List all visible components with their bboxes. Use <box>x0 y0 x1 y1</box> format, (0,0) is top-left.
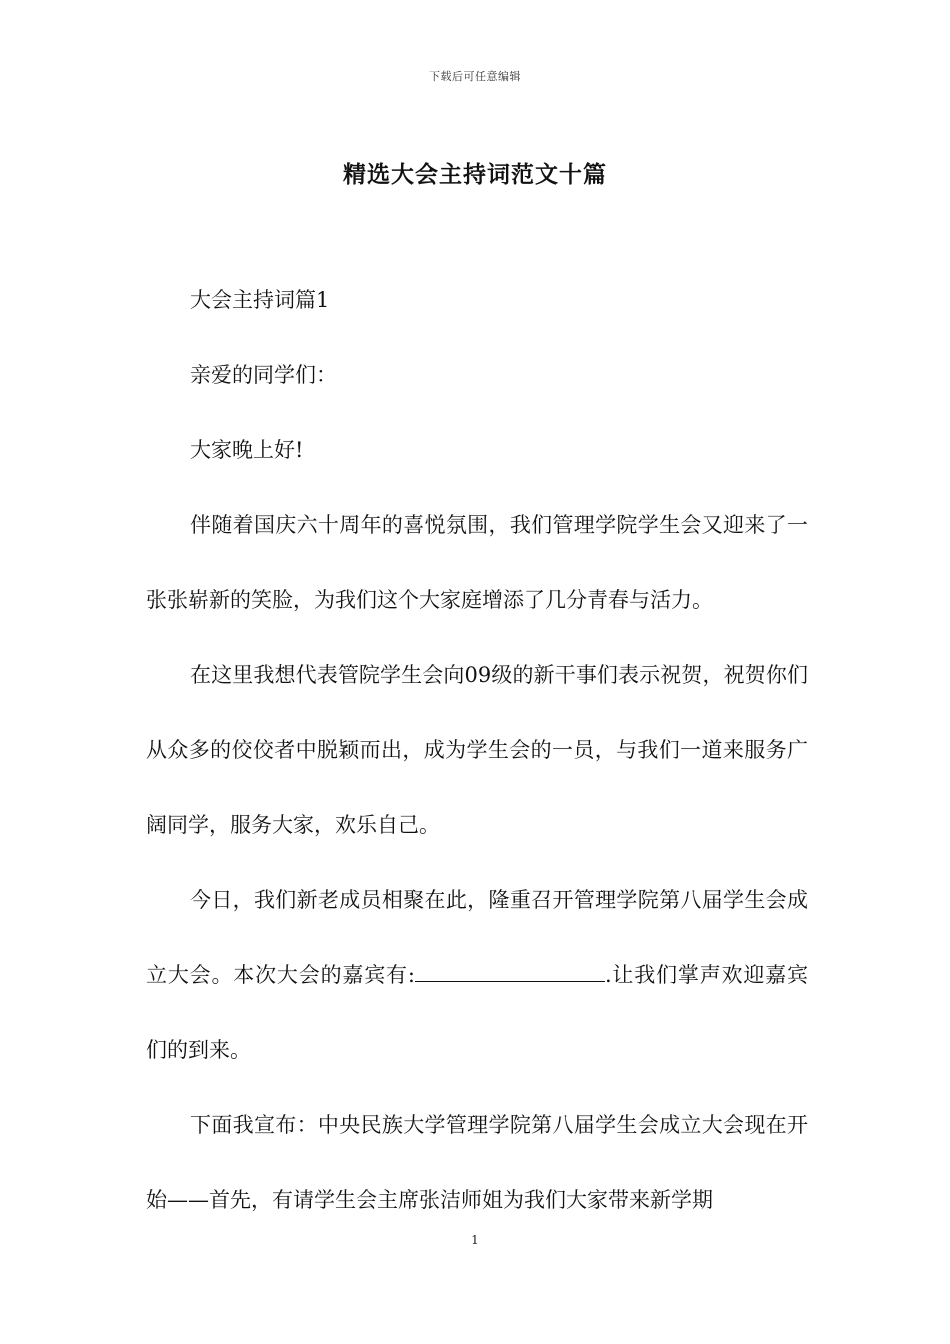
guests-blank-line <box>415 963 605 982</box>
paragraph-congratulations: 在这里我想代表管院学生会向09级的新干事们表示祝贺，祝贺你们从众多的佼佼者中脱颖而出，成为学生会的一员，与我们一道来服务广阔同学，服务大家，欢乐自己。 <box>146 663 808 837</box>
paragraph-salutation: 大家晚上好! <box>190 438 304 462</box>
section-heading: 大会主持词篇1 <box>190 288 330 312</box>
document-title: 精选大会主持词范文十篇 <box>343 161 607 188</box>
paragraph-intro: 伴随着国庆六十周年的喜悦氛围，我们管理学院学生会又迎来了一张张崭新的笑脸，为我们这个大家庭增添了几分青春与活力。 <box>146 513 808 612</box>
paragraph-opening: 下面我宣布：中央民族大学管理学院第八届学生会成立大会现在开始——首先，有请学生会主席张洁师姐为我们大家带来新学期 <box>146 1113 808 1212</box>
paragraph-guests <box>146 863 808 1088</box>
guests-text-after: .让我们掌声欢迎嘉宾们的到来。 <box>146 963 808 1062</box>
guests-text-before: 今日，我们新老成员相聚在此，隆重召开管理学院第八届学生会成立大会。本次大会的嘉宾有: <box>146 888 808 987</box>
page-number: 1 <box>471 1233 479 1247</box>
paragraph-greeting: 亲爱的同学们： <box>190 363 337 387</box>
header-note: 下载后可任意编辑 <box>429 70 521 83</box>
body-text <box>146 263 808 1238</box>
